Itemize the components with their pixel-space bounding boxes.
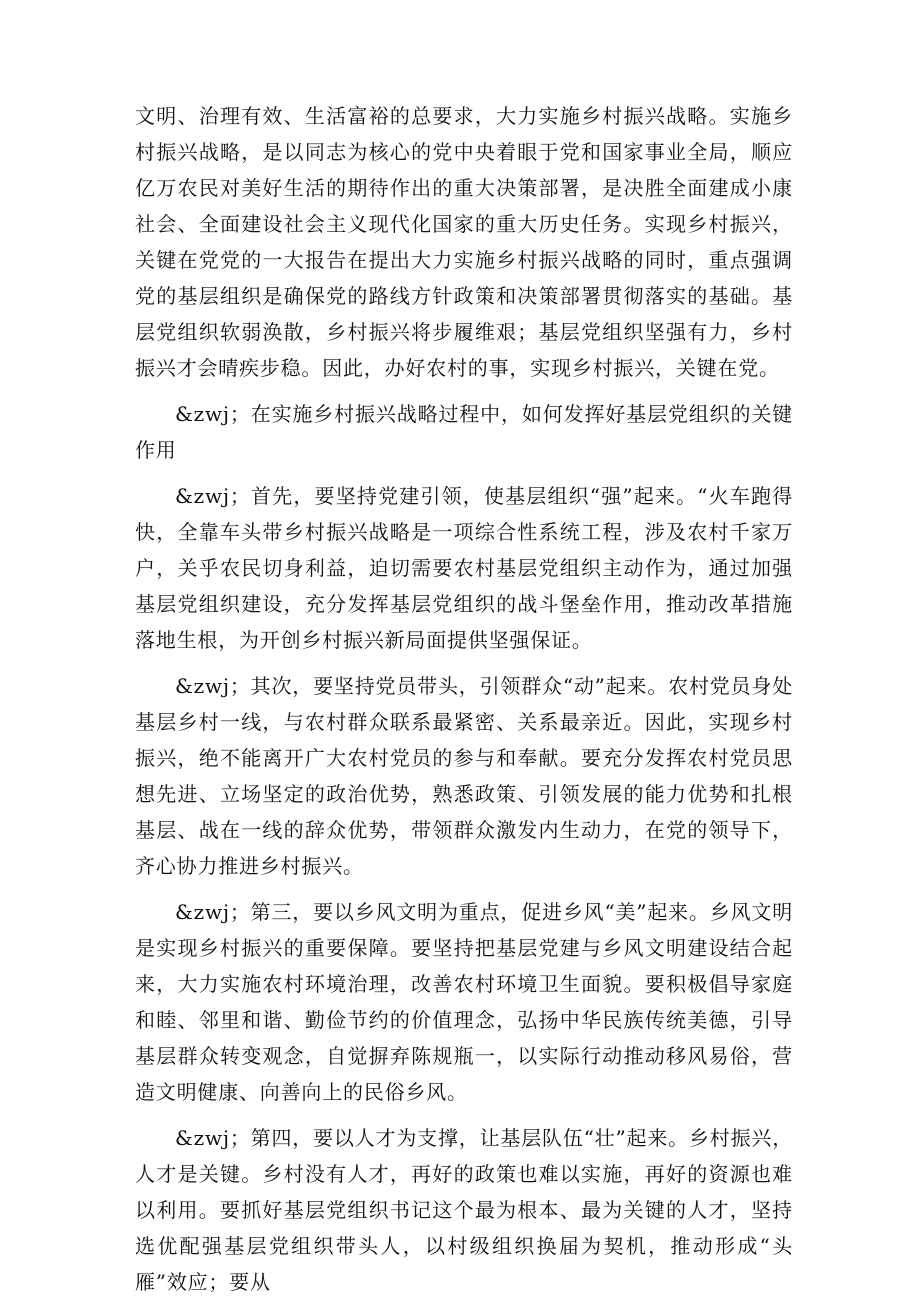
paragraph-3: &zwj；首先，要坚持党建引领，使基层组织“强”起来。“火车跑得快，全靠车头带乡村振兴战略是一项综合性系统工程，涉及农村千家万户，关乎农民切身利益，迫切需要农村基层党组织主动作为，通过加强基层党组织建设，充分发挥基层党组织的战斗堡垒作用，推动改革措施落地生根，为开创乡村振兴新局面提供坚强保证。 xyxy=(135,484,793,652)
paragraph-5: &zwj；第三，要以乡风文明为重点，促进乡风“美”起来。乡风文明是实现乡村振兴的重要保障。要坚持把基层党建与乡风文明建设结合起来，大力实施农村环境治理，改善农村环境卫生面貌。要积极倡导家庭和睦、邻里和谐、勤俭节约的价值理念，弘扬中华民族传统美德，引导基层群众转变观念，自觉摒弃陈规瓶一，以实际行动推动移风易俗，营造文明健康、向善向上的民俗乡风。 xyxy=(135,900,793,1104)
paragraph-6: &zwj；第四，要以人才为支撑，让基层队伍“壮”起来。乡村振兴，人才是关键。乡村没有人才，再好的政策也难以实施，再好的资源也难以利用。要抓好基层党组织书记这个最为根本、最为关键的人才，坚持选优配强基层党组织带头人，以村级组织换届为契机，推动形成“头雁”效应；要从 xyxy=(135,1126,793,1294)
paragraph-2: &zwj；在实施乡村振兴战略过程中，如何发挥好基层党组织的关键作用 xyxy=(135,402,793,462)
paragraph-4: &zwj；其次，要坚持党员带头，引领群众“动”起来。农村党员身处基层乡村一线，与农村群众联系最紧密、关系最亲近。因此，实现乡村振兴，绝不能离开广大农村党员的参与和奉献。要充分发挥农村党员思想先进、立场坚定的政治优势，熟悉政策、引领发展的能力优势和扎根基层、战在一线的辞众优势，带领群众激发内生动力，在党的领导下，齐心协力推进乡村振兴。 xyxy=(135,674,793,878)
paragraph-1: 文明、治理有效、生活富裕的总要求，大力实施乡村振兴战略。实施乡村振兴战略，是以同志为核心的党中央着眼于党和国家事业全局，顺应亿万农民对美好生活的期待作出的重大决策部署，是决胜全面建成小康社会、全面建设社会主义现代化国家的重大历史任务。实现乡村振兴，关键在党党的一大报告在提出大力实施乡村振兴战略的同时，重点强调党的基层组织是确保党的路线方针政策和决策部署贯彻落实的基础。基层党组织软弱涣散，乡村振兴将步履维艰；基层党组织坚强有力，乡村振兴才会晴疾步稳。因此，办好农村的事，实现乡村振兴，关键在党。 xyxy=(135,104,793,380)
document-body xyxy=(135,98,793,1310)
